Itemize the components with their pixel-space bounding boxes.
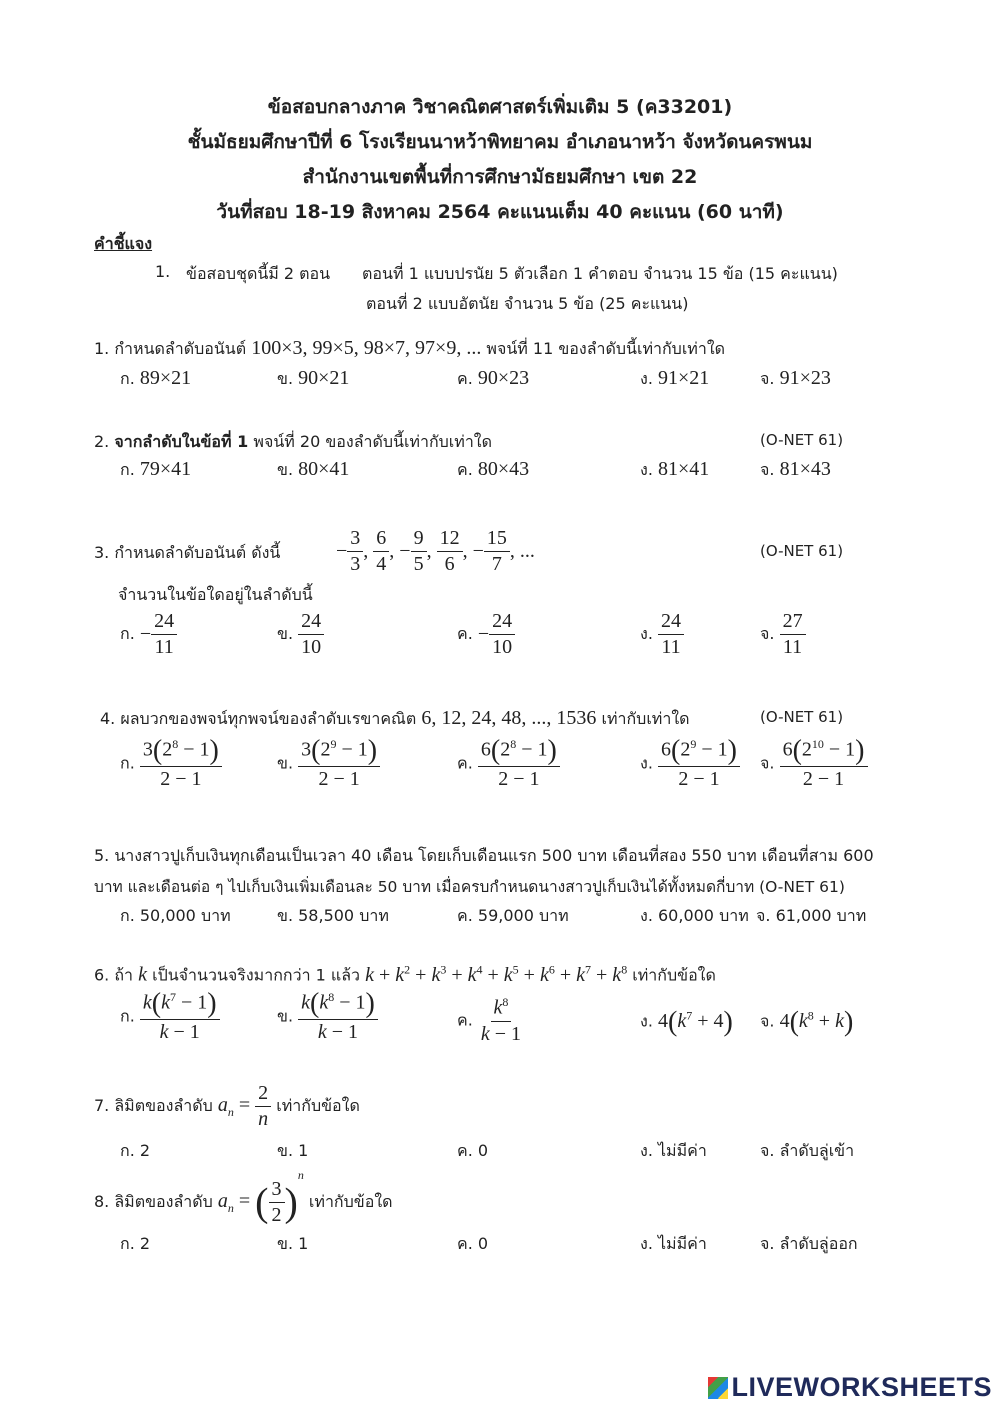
instruction-number: 1. xyxy=(155,262,171,281)
q6-series: $k + k^2 + k^3 + k^4 + k^5 + k^6 + k^7 + k^8$ xyxy=(365,962,628,986)
option-label: ก. xyxy=(120,1006,135,1026)
q2-number: 2. xyxy=(94,432,110,451)
option-label: ง. xyxy=(640,369,653,388)
option-numerator: $6(2^9 - 1)$ xyxy=(658,737,740,767)
coefficient: 6 xyxy=(661,738,671,761)
option-value: 91×23 xyxy=(779,367,831,389)
option-label: ข. xyxy=(277,624,294,643)
q6-text-3: เท่ากับข้อใด xyxy=(632,965,716,985)
option-fraction xyxy=(780,737,868,791)
option-label: ข. xyxy=(277,1234,294,1253)
term-sign: − xyxy=(399,540,411,562)
q7-fraction xyxy=(255,1082,271,1131)
option-value: 1 xyxy=(298,1141,309,1160)
question-1 xyxy=(94,337,725,362)
option-label: จ. xyxy=(760,460,775,479)
q7-text: 7. ลิมิตของลำดับ xyxy=(94,1096,213,1115)
coefficient: 6 xyxy=(782,738,793,761)
q1-text: 1. กำหนดลำดับอนันต์ xyxy=(94,339,247,358)
q6-text: 6. ถ้า xyxy=(94,965,134,985)
q6-option-b[interactable] xyxy=(277,990,378,1044)
option-denominator: 11 xyxy=(782,636,803,658)
option-label: จ. xyxy=(760,624,775,643)
q3-option-e[interactable] xyxy=(760,610,806,659)
option-label: ง. xyxy=(640,753,653,773)
option-label: จ. xyxy=(760,1011,775,1031)
title-line-2: ชั้นมัธยมศึกษาปีที่ 6 โรงเรียนนาหว้าพิทยาคม อำเภอนาหว้า จังหวัดนครพนม xyxy=(187,131,813,153)
q8-option-c[interactable] xyxy=(457,1232,488,1257)
q1-sequence: 100×3, 99×5, 98×7, 97×9, ... xyxy=(251,337,482,359)
term-numerator: 15 xyxy=(484,527,510,552)
option-value: 2 xyxy=(139,1234,151,1253)
option-fraction xyxy=(140,737,222,791)
q3-option-b[interactable] xyxy=(277,610,324,659)
q4-text: 4. ผลบวกของพจน์ทุกพจน์ของลำดับเรขาคณิต xyxy=(100,709,417,728)
coefficient: 4 xyxy=(658,1009,668,1032)
term-denominator: 7 xyxy=(491,553,502,575)
option-label: ค. xyxy=(457,624,473,643)
option-label: ง. xyxy=(640,906,653,925)
option-numerator: 24 xyxy=(489,610,515,635)
q8-denominator: 2 xyxy=(271,1204,282,1226)
option-denominator: 2 − 1 xyxy=(318,768,360,790)
exponent: 8 xyxy=(328,989,335,1004)
logo-text: LIVEWORKSHEETS xyxy=(731,1372,992,1402)
q8-text: 8. ลิมิตของลำดับ xyxy=(94,1192,213,1211)
option-label: ง. xyxy=(640,460,653,479)
question-2 xyxy=(94,430,492,455)
sequence-term xyxy=(347,527,363,576)
q6-text-2: เป็นจำนวนจริงมากกว่า 1 แล้ว xyxy=(152,965,360,985)
option-label: ก. xyxy=(120,460,135,479)
option-fraction xyxy=(151,610,177,659)
option-value: 0 xyxy=(477,1141,489,1160)
question-8: 8. ลิมิตของลำดับ $a_n$ = ( $\frac{3}{2}$ )$^n$ เท่ากับข้อใด xyxy=(94,1168,393,1226)
sequence-term xyxy=(411,527,427,576)
q1-option-c[interactable] xyxy=(457,367,529,392)
coefficient: 3 xyxy=(301,738,312,761)
q4-sequence: 6, 12, 24, 48, ..., 1536 xyxy=(421,707,597,729)
option-label: ข. xyxy=(277,1006,294,1026)
option-value: 61,000 บาท xyxy=(775,906,867,925)
coefficient: 3 xyxy=(142,738,153,761)
instruction-part-1: ตอนที่ 1 แบบปรนัย 5 ตัวเลือก 1 คำตอบ จำนวน 15 ข้อ (15 คะแนน) xyxy=(362,264,838,283)
option-value: 89×21 xyxy=(139,367,192,389)
option-label: ค. xyxy=(457,369,473,388)
term-denominator: 6 xyxy=(444,553,455,575)
exponent: 10 xyxy=(811,736,824,751)
option-label: ค. xyxy=(457,1141,473,1160)
q3-option-c[interactable] xyxy=(457,610,515,659)
option-fraction xyxy=(780,610,806,659)
q8-option-b[interactable] xyxy=(277,1232,308,1257)
option-fraction xyxy=(298,610,324,659)
option-label: ก. xyxy=(120,1141,135,1160)
q5-option-e[interactable] xyxy=(756,904,866,929)
q3-text: 3. กำหนดลำดับอนันต์ ดังนี้ xyxy=(94,543,281,562)
q5-option-c[interactable] xyxy=(457,904,569,929)
term-numerator: 6 xyxy=(373,527,389,552)
option-value: 81×43 xyxy=(779,458,831,480)
option-label: ข. xyxy=(277,460,294,479)
title-line-3: สำนักงานเขตพื้นที่การศึกษามัธยมศึกษา เขต 22 xyxy=(302,166,698,188)
q4-option-d[interactable] xyxy=(640,737,740,791)
q2-option-a[interactable] xyxy=(120,458,191,483)
option-numerator: $k(k^7 - 1)$ xyxy=(140,990,220,1020)
option-denominator: 2 − 1 xyxy=(160,768,202,790)
q8-option-d[interactable] xyxy=(640,1232,707,1257)
q1-option-a[interactable] xyxy=(120,367,191,392)
option-label: จ. xyxy=(756,906,771,925)
q4-text-2: เท่ากับเท่าใด xyxy=(601,709,690,728)
sequence-term xyxy=(484,527,510,576)
option-label: จ. xyxy=(760,1141,775,1160)
q5-line-2: บาท และเดือนต่อ ๆ ไปเก็บเงินเพิ่มเดือนละ 50 บาท เมื่อครบกำหนดนางสาวปูเก็บเงินได้ทั้งหมดกี่บาท (O-NET 61) xyxy=(94,878,845,896)
q1-option-d[interactable] xyxy=(640,367,709,392)
q3-option-d[interactable] xyxy=(640,610,684,659)
q8-numerator: 3 xyxy=(269,1178,285,1203)
exponent: 8 xyxy=(172,736,179,751)
term-denominator: 5 xyxy=(413,553,424,575)
exponent: 7 xyxy=(169,989,176,1004)
option-label: จ. xyxy=(760,1234,775,1253)
exponent: 8 xyxy=(502,995,509,1009)
option-label: ง. xyxy=(640,1234,653,1253)
q6-variable: k xyxy=(138,963,148,986)
option-label: ง. xyxy=(640,624,653,643)
option-numerator: $3(2^8 - 1)$ xyxy=(140,737,222,767)
q3-sequence: − $\frac{3}{3}$ , $\frac{6}{4}$ , − $\frac{9}{5}$ , $\frac{12}{6}$ , − $\frac{15}{7}$ , ... xyxy=(336,527,535,575)
option-numerator: $3(2^9 - 1)$ xyxy=(298,737,380,767)
question-4 xyxy=(100,707,690,732)
option-value: 50,000 บาท xyxy=(139,906,231,925)
option-label: ก. xyxy=(120,1234,135,1253)
term-numerator: 12 xyxy=(437,527,463,552)
q4-option-e[interactable] xyxy=(760,737,868,791)
option-denominator: 2 − 1 xyxy=(498,768,540,790)
option-value: ไม่มีค่า xyxy=(658,1141,707,1160)
option-denominator: k − 1 xyxy=(480,1022,522,1045)
q7-option-b[interactable] xyxy=(277,1139,308,1164)
q8-text-2: เท่ากับข้อใด xyxy=(308,1192,393,1211)
option-label: ง. xyxy=(640,1141,653,1160)
option-numerator: 24 xyxy=(151,610,177,635)
option-value: 79×41 xyxy=(139,458,192,480)
option-label: ค. xyxy=(457,1234,473,1253)
q1-option-b[interactable] xyxy=(277,367,349,392)
option-label: จ. xyxy=(760,369,775,388)
option-label: ค. xyxy=(457,753,473,773)
term-numerator: 9 xyxy=(411,527,427,552)
option-label: จ. xyxy=(760,753,775,773)
option-value: 59,000 บาท xyxy=(477,906,569,925)
option-label: ก. xyxy=(120,753,135,773)
instruction-parts: ข้อสอบชุดนี้มี 2 ตอน xyxy=(186,264,331,283)
option-value: 60,000 บาท xyxy=(658,906,749,925)
q2-option-b[interactable] xyxy=(277,458,349,483)
option-label: ข. xyxy=(277,753,294,773)
option-label: ค. xyxy=(457,1010,473,1030)
coefficient: 4 xyxy=(779,1009,790,1032)
option-fraction xyxy=(478,737,560,791)
sequence-term xyxy=(373,527,389,576)
option-numerator: 24 xyxy=(658,610,684,635)
question-6 xyxy=(94,962,716,989)
option-value: 0 xyxy=(477,1234,489,1253)
option-value: ไม่มีค่า xyxy=(658,1234,707,1253)
option-denominator: 2 − 1 xyxy=(802,768,845,790)
q2-option-c[interactable] xyxy=(457,458,529,483)
option-value: $4(k^7 + 4)$ xyxy=(658,1006,733,1038)
title-line-4: วันที่สอบ 18-19 สิงหาคม 2564 คะแนนเต็ม 40 คะแนน (60 นาที) xyxy=(216,201,784,223)
option-label: ข. xyxy=(277,906,294,925)
q3-source: (O-NET 61) xyxy=(760,542,844,560)
option-fraction xyxy=(658,610,684,659)
term-numerator: 3 xyxy=(347,527,363,552)
option-label: ค. xyxy=(457,906,473,925)
option-denominator: k − 1 xyxy=(159,1021,200,1043)
q8-option-a[interactable] xyxy=(120,1232,150,1257)
q7-numerator: 2 xyxy=(255,1082,271,1107)
option-denominator: 11 xyxy=(154,636,174,658)
q1-option-e[interactable] xyxy=(760,367,831,392)
q5-option-d[interactable] xyxy=(640,904,749,929)
option-fraction xyxy=(489,610,515,659)
option-label: ง. xyxy=(640,1011,653,1031)
option-numerator: $k(k^8 - 1)$ xyxy=(298,990,378,1020)
option-value: 80×41 xyxy=(298,458,350,480)
option-label: ก. xyxy=(120,624,135,643)
question-7: 7. ลิมิตของลำดับ $a_n$ = $\frac{2}{n}$ เท่ากับข้อใด xyxy=(94,1082,360,1130)
option-value: 2 xyxy=(139,1141,151,1160)
option-value: ลำดับลู่เข้า xyxy=(779,1141,855,1160)
q7-option-c[interactable] xyxy=(457,1139,488,1164)
q7-text-2: เท่ากับข้อใด xyxy=(276,1096,360,1115)
logo-icon xyxy=(708,1377,728,1399)
option-numerator: $k^8$ xyxy=(491,996,512,1022)
option-fraction xyxy=(658,737,740,791)
option-sign: − xyxy=(139,623,152,645)
option-label: ก. xyxy=(120,906,135,925)
instruction-part-2: ตอนที่ 2 แบบอัตนัย จำนวน 5 ข้อ (25 คะแนน) xyxy=(366,294,689,313)
option-fraction xyxy=(478,996,524,1046)
option-value: $4(k^8 + k)$ xyxy=(779,1006,854,1038)
option-label: ข. xyxy=(277,369,294,388)
option-value: 91×21 xyxy=(658,367,710,389)
exponent: 9 xyxy=(330,736,337,751)
option-denominator: 11 xyxy=(661,636,681,658)
option-value: 80×43 xyxy=(477,458,530,480)
option-numerator: $6(2^8 - 1)$ xyxy=(478,737,560,767)
option-numerator: 24 xyxy=(298,610,324,635)
option-value: 90×23 xyxy=(477,367,530,389)
option-label: ค. xyxy=(457,460,473,479)
q6-option-e[interactable] xyxy=(760,1008,853,1036)
q8-option-e[interactable] xyxy=(760,1232,858,1257)
q7-option-a[interactable] xyxy=(120,1139,150,1164)
q6-option-a[interactable] xyxy=(120,990,220,1044)
q2-bold-text: จากลำดับในข้อที่ 1 xyxy=(114,432,249,451)
q1-text-2: พจน์ที่ 11 ของลำดับนี้เท่ากับเท่าใด xyxy=(486,339,726,358)
instructions-title: คำชี้แจง xyxy=(94,234,153,253)
q4-source: (O-NET 61) xyxy=(760,708,844,726)
term-sign: − xyxy=(472,540,484,562)
sequence-ellipsis: ... xyxy=(519,540,535,562)
q5-line-1: 5. นางสาวปูเก็บเงินทุกเดือนเป็นเวลา 40 เดือน โดยเก็บเดือนแรก 500 บาท เดือนที่สอง 550 บาท เดือนที่สาม 600 xyxy=(94,846,874,865)
q2-source: (O-NET 61) xyxy=(760,431,844,449)
q4-option-b[interactable] xyxy=(277,737,380,791)
title-line-1: ข้อสอบกลางภาค วิชาคณิตศาสตร์เพิ่มเติม 5 (ค33201) xyxy=(267,96,733,118)
term-sign: − xyxy=(336,540,348,562)
sequence-term xyxy=(437,527,463,576)
option-value: 58,500 บาท xyxy=(298,906,389,925)
exponent: 8 xyxy=(510,736,517,751)
option-label: ก. xyxy=(120,369,135,388)
liveworksheets-logo[interactable] xyxy=(708,1372,992,1403)
q2-text: พจน์ที่ 20 ของลำดับนี้เท่ากับเท่าใด xyxy=(253,432,493,451)
option-sign: − xyxy=(477,623,490,645)
q8-fraction xyxy=(269,1178,285,1227)
option-numerator: $6(2^{10} - 1)$ xyxy=(780,737,868,767)
q3-text-2: จำนวนในข้อใดอยู่ในลำดับนี้ xyxy=(118,585,313,604)
option-numerator: 27 xyxy=(780,610,806,635)
q6-option-c[interactable] xyxy=(457,996,524,1046)
option-value: 90×21 xyxy=(298,367,350,389)
exponent: 9 xyxy=(690,736,697,751)
q7-denominator: n xyxy=(258,1108,269,1130)
q2-option-d[interactable] xyxy=(640,458,709,483)
q5-option-a[interactable] xyxy=(120,904,231,929)
option-fraction xyxy=(140,990,220,1044)
q7-option-e[interactable] xyxy=(760,1139,854,1164)
option-value: 81×41 xyxy=(658,458,710,480)
term-denominator: 3 xyxy=(350,553,361,575)
coefficient: 6 xyxy=(480,738,491,761)
q7-option-d[interactable] xyxy=(640,1139,707,1164)
q4-option-a[interactable] xyxy=(120,737,222,791)
option-denominator: 10 xyxy=(301,636,322,658)
q4-option-c[interactable] xyxy=(457,737,560,791)
option-label: ข. xyxy=(277,1141,294,1160)
option-denominator: 2 − 1 xyxy=(678,768,720,790)
option-value: 1 xyxy=(298,1234,309,1253)
option-denominator: 10 xyxy=(492,636,513,658)
q5-option-b[interactable] xyxy=(277,904,389,929)
option-fraction xyxy=(298,737,380,791)
option-fraction xyxy=(298,990,378,1044)
option-denominator: k − 1 xyxy=(317,1021,359,1043)
option-value: ลำดับลู่ออก xyxy=(779,1234,858,1253)
q3-option-a[interactable] xyxy=(120,610,177,659)
q2-option-e[interactable] xyxy=(760,458,831,483)
term-denominator: 4 xyxy=(376,553,387,575)
q6-option-d[interactable] xyxy=(640,1008,733,1036)
